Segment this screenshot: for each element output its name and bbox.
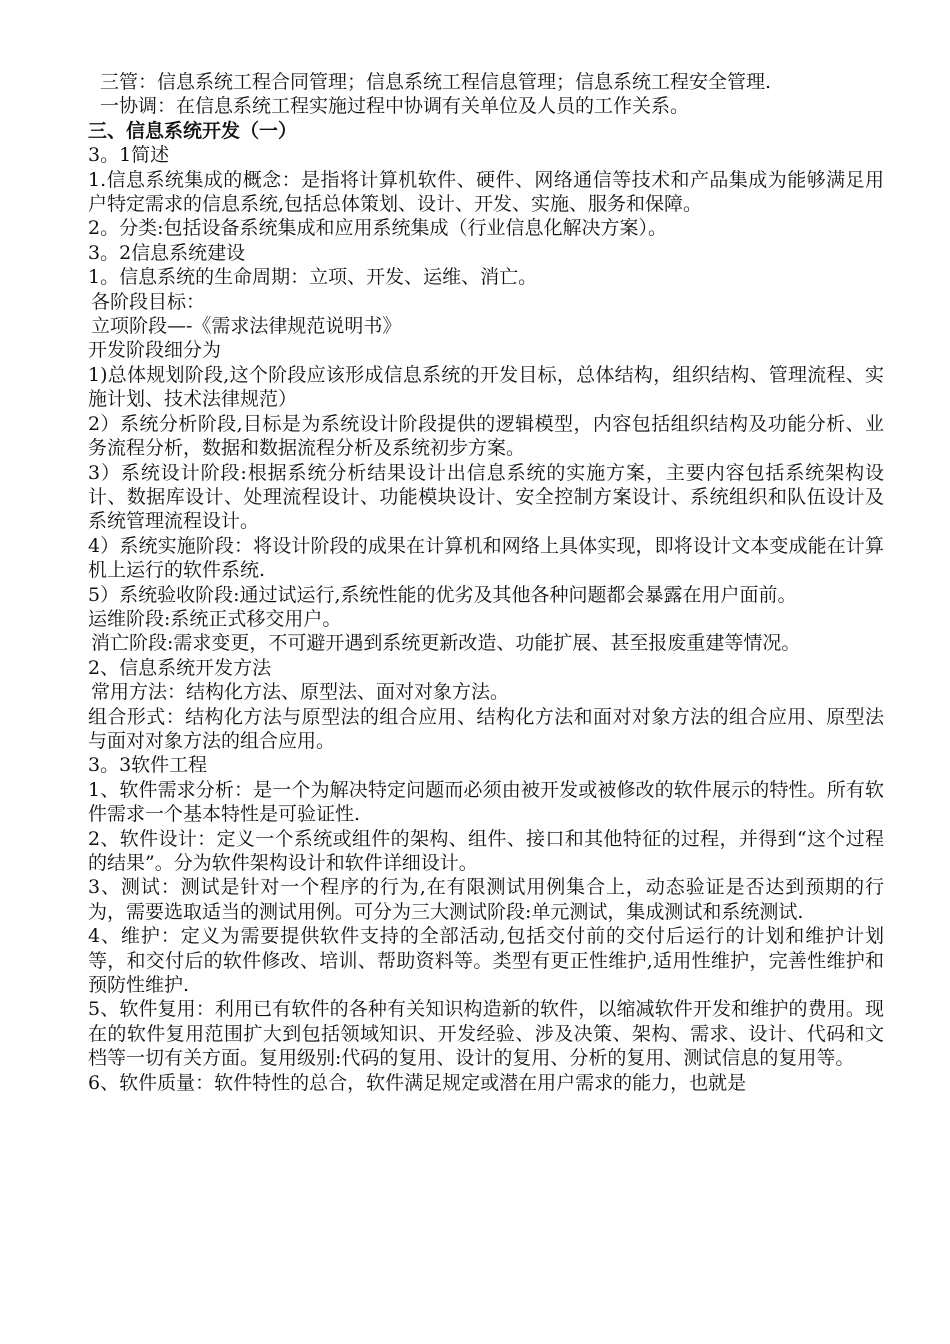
paragraph-combination-forms: 组合形式：结构化方法与原型法的组合应用、结构化方法和面对对象方法的组合应用、原型法与面对对象方法的组合应用。 [88, 705, 884, 752]
paragraph-software-reuse: 5、软件复用：利用已有软件的各种有关知识构造新的软件，以缩减软件开发和维护的费用。现在的软件复用范围扩大到包括领域知识、开发经验、涉及决策、架构、需求、设计、代码和文档等一切有关方面。复用级别:代码的复用、设计的复用、分析的复用、测试信息的复用等。 [88, 998, 884, 1070]
paragraph-testing: 3、测试：测试是针对一个程序的行为,在有限测试用例集合上，动态验证是否达到预期的行为，需要选取适当的测试用例。可分为三大测试阶段:单元测试，集成测试和系统测试. [88, 876, 884, 923]
document-body [88, 70, 884, 1095]
paragraph-stage-goals: 各阶段目标： [91, 290, 206, 313]
subsection-3-2-title: 3。2信息系统建设 [88, 241, 246, 264]
paragraph-software-design: 2、软件设计：定义一个系统或组件的架构、组件、接口和其他特征的过程，并得到“这个过程的结果”。分为软件架构设计和软件详细设计。 [88, 827, 884, 874]
paragraph-common-methods: 常用方法：结构化方法、原型法、面对对象方法。 [91, 681, 510, 704]
paragraph-operation-stage: 运维阶段:系统正式移交用户。 [88, 607, 342, 630]
paragraph-integration-concept: 1.信息系统集成的概念：是指将计算机软件、硬件、网络通信等技术和产品集成为能够满足用户特定需求的信息系统,包括总体策划、设计、开发、实施、服务和保障。 [88, 168, 884, 216]
paragraph-lifecycle: 1。信息系统的生命周期：立项、开发、运维、消亡。 [88, 266, 538, 289]
paragraph-yi-xie-tiao: 一协调：在信息系统工程实施过程中协调有关单位及人员的工作关系。 [100, 95, 690, 118]
paragraph-system-analysis: 2）系统分析阶段,目标是为系统设计阶段提供的逻辑模型，内容包括组织结构及功能分析、业务流程分析，数据和数据流程分析及系统初步方案。 [88, 412, 884, 460]
paragraph-project-stage: 立项阶段—-《需求法律规范说明书》 [91, 315, 402, 338]
paragraph-system-implementation: 4）系统实施阶段：将设计阶段的成果在计算机和网络上具体实现，即将设计文本变成能在计算机上运行的软件系统. [88, 534, 884, 582]
subsection-3-1-title: 3。1简述 [88, 144, 170, 167]
paragraph-demise-stage: 消亡阶段:需求变更，不可避开遇到系统更新改造、功能扩展、甚至报废重建等情况。 [91, 632, 801, 655]
paragraph-system-design: 3）系统设计阶段:根据系统分析结果设计出信息系统的实施方案，主要内容包括系统架构设计、数据库设计、处理流程设计、功能模块设计、安全控制方案设计、系统组织和队伍设计及系统管理流程设计。 [88, 461, 884, 533]
paragraph-requirements-analysis: 1、软件需求分析：是一个为解决特定问题而必须由被开发或被修改的软件展示的特性。所有软件需求一个基本特性是可验证性. [88, 778, 884, 826]
subsection-3-3-title: 3。3软件工程 [88, 754, 208, 777]
paragraph-integration-category: 2。分类:包括设备系统集成和应用系统集成（行业信息化解决方案）。 [88, 217, 667, 240]
paragraph-maintenance: 4、维护：定义为需要提供软件支持的全部活动,包括交付前的交付后运行的计划和维护计划等，和交付后的软件修改、培训、帮助资料等。类型有更正性维护,适用性维护，完善性维护和预防性维护. [88, 925, 884, 997]
paragraph-san-guan: 三管：信息系统工程合同管理；信息系统工程信息管理；信息系统工程安全管理. [100, 71, 772, 93]
section-heading-3: 三、信息系统开发（一） [88, 119, 298, 142]
paragraph-software-quality: 6、软件质量：软件特性的总合，软件满足规定或潜在用户需求的能力，也就是 [88, 1071, 747, 1094]
paragraph-dev-methods-title: 2、信息系统开发方法 [88, 656, 272, 679]
paragraph-overall-planning: 1)总体规划阶段,这个阶段应该形成信息系统的开发目标，总体结构，组织结构、管理流程、实施计划、技术法律规范） [88, 363, 884, 411]
paragraph-system-acceptance: 5）系统验收阶段:通过试运行,系统性能的优劣及其他各种问题都会暴露在用户面前。 [88, 583, 797, 606]
paragraph-dev-stage: 开发阶段细分为 [88, 339, 222, 362]
